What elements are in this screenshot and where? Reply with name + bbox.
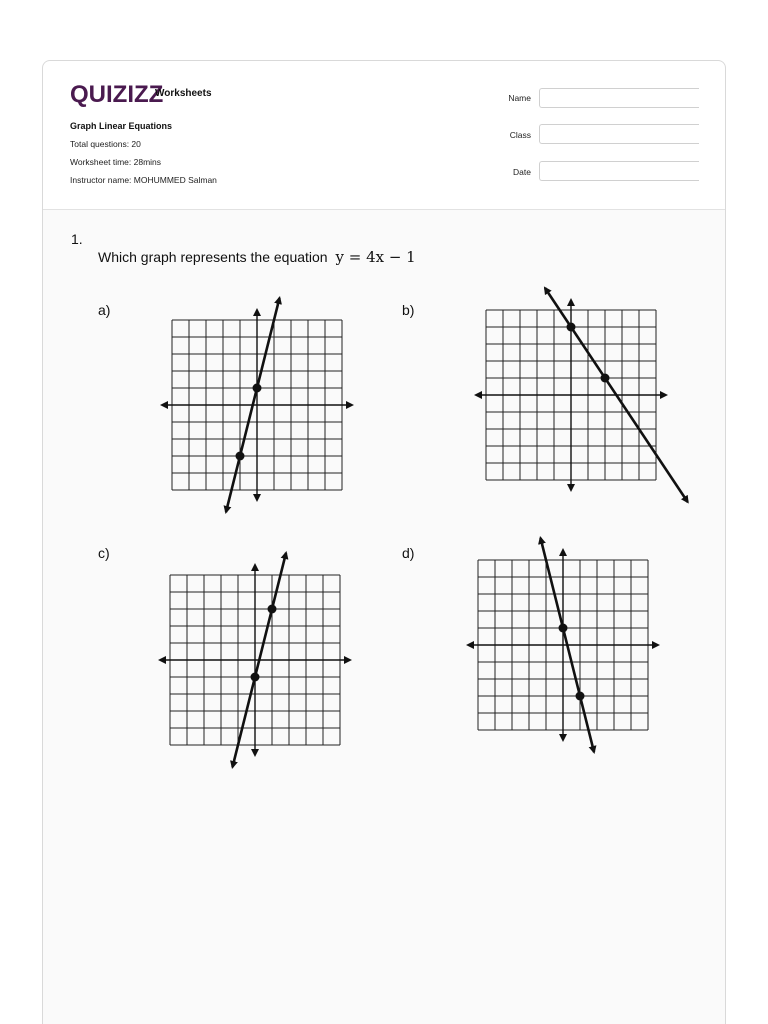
option-a-graph[interactable] [157,305,357,535]
question-text [98,248,416,266]
option-c-graph[interactable] [155,560,355,790]
worksheet-card [42,60,726,1024]
graph-point [251,673,260,682]
name-label: Name [508,93,531,103]
name-field[interactable] [539,88,699,108]
logo-subtitle: Worksheets [155,88,212,99]
graph-point [567,323,576,332]
question-area [43,210,725,1024]
date-field[interactable] [539,161,699,181]
date-label: Date [513,167,531,177]
worksheet-time: Worksheet time: 28mins [70,157,162,167]
graph-point [236,452,245,461]
option-d-label[interactable]: d) [402,545,415,561]
question-prompt: Which graph represents the equation [98,249,328,265]
graph-point [601,374,610,383]
quizizz-logo: QUIZIZZ [70,81,164,108]
graph-point [576,692,585,701]
instructor-name: Instructor name: MOHUMMED Salman [70,175,217,185]
graph-point [268,605,277,614]
option-b-graph[interactable] [471,295,671,525]
worksheet-title: Graph Linear Equations [70,121,173,131]
option-c-label[interactable]: c) [98,545,110,561]
question-number: 1. [71,231,83,247]
option-d-graph[interactable] [463,545,663,775]
option-a-label[interactable]: a) [98,302,111,318]
graph-point [559,624,568,633]
class-label: Class [509,130,531,140]
total-questions: Total questions: 20 [70,139,141,149]
class-field[interactable] [539,124,699,144]
option-b-label[interactable]: b) [402,302,415,318]
graph-point [253,384,262,393]
question-equation: y = 4x − 1 [335,248,416,266]
worksheet-header [43,61,725,210]
